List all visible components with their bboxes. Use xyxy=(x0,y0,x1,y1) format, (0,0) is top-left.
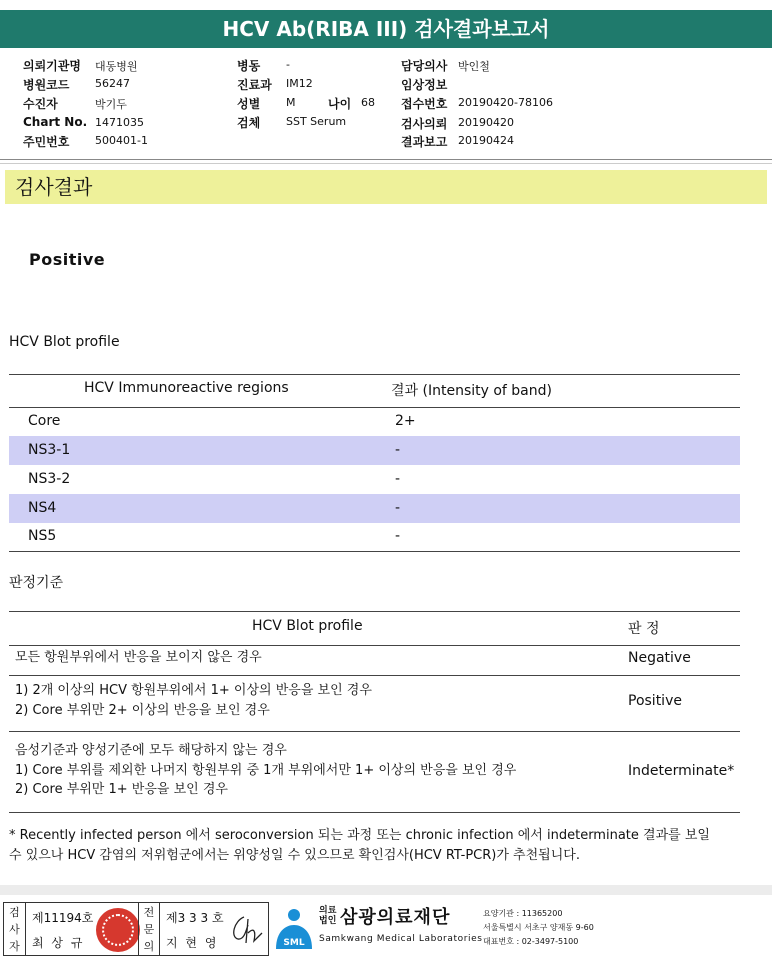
table-bottom-border xyxy=(9,551,740,552)
org-name: 삼광의료재단 xyxy=(340,907,451,928)
region-intensity: - xyxy=(395,442,401,458)
hospital-label: 의뢰기관명 xyxy=(23,59,81,73)
seal-icon xyxy=(96,908,140,952)
col-region-header: HCV Immunoreactive regions xyxy=(84,380,289,396)
examiner-label: 검사자 xyxy=(4,903,26,955)
resident-no-value: 500401-1 xyxy=(95,134,148,147)
signature-icon xyxy=(226,911,264,949)
region-name: NS3-2 xyxy=(28,471,71,487)
table-row xyxy=(9,436,740,465)
ward-value: - xyxy=(286,58,290,71)
org-phone: 대표번호 : 02-3497-5100 xyxy=(483,937,579,946)
hospital-code-label: 병원코드 xyxy=(23,78,70,92)
receipt-no-label: 접수번호 xyxy=(401,97,448,111)
table-row xyxy=(9,407,740,436)
org-english-name: Samkwang Medical Laboratories xyxy=(319,934,483,944)
table-row xyxy=(9,465,740,494)
svg-text:SML: SML xyxy=(283,938,305,948)
region-name: NS3-1 xyxy=(28,442,71,458)
blot-profile-heading: HCV Blot profile xyxy=(9,334,120,350)
criteria-col-verdict: 판 정 xyxy=(628,621,660,637)
region-name: NS5 xyxy=(28,528,57,544)
criteria-text: 음성기준과 양성기준에 모두 해당하지 않는 경우 xyxy=(15,743,287,758)
criteria-row-border xyxy=(9,675,740,676)
doctor-label: 담당의사 xyxy=(401,59,448,73)
org-code: 요양기관 : 11365200 xyxy=(483,909,563,918)
age-label: 나이 xyxy=(328,97,352,111)
specimen-value: SST Serum xyxy=(286,115,347,128)
signature-box xyxy=(3,902,269,956)
col-intensity-header: 결과 (Intensity of band) xyxy=(391,383,552,399)
sex-label: 성별 xyxy=(237,97,261,111)
request-date-label: 검사의뢰 xyxy=(401,117,448,131)
specimen-label: 검체 xyxy=(237,116,261,130)
criteria-text: 1) Core 부위를 제외한 나머지 항원부위 중 1개 부위에서만 1+ 이상의 반응을 보인 경우 xyxy=(15,763,517,778)
table-top-border xyxy=(9,374,740,375)
region-name: NS4 xyxy=(28,500,57,516)
criteria-col-profile: HCV Blot profile xyxy=(252,618,363,634)
specialist-label: 전문의 xyxy=(138,903,160,955)
request-date-value: 20190420 xyxy=(458,116,514,129)
criteria-top-border xyxy=(9,611,740,612)
criteria-heading: 판정기준 xyxy=(9,575,64,591)
sex-value: M xyxy=(286,96,296,109)
table-row xyxy=(9,522,740,551)
criteria-text: 2) Core 부위만 2+ 이상의 반응을 보인 경우 xyxy=(15,703,270,718)
footnote-line: 수 있으나 HCV 감염의 저위험군에서는 위양성일 수 있으므로 확인검사(HCV RT-PCR)가 추천됩니다. xyxy=(9,848,580,863)
specialist-license: 제3 3 3 호 xyxy=(166,911,224,925)
hospital-value: 대동병원 xyxy=(95,60,138,73)
department-value: IM12 xyxy=(286,77,313,90)
examiner-name: 최 상 규 xyxy=(32,936,85,950)
doctor-value: 박인철 xyxy=(458,60,490,73)
result-value: Positive xyxy=(29,250,106,269)
patient-label: 수진자 xyxy=(23,97,58,111)
criteria-text: 모든 항원부위에서 반응을 보이지 않은 경우 xyxy=(15,650,262,665)
sml-logo-icon xyxy=(272,905,316,953)
region-intensity: - xyxy=(395,471,401,487)
receipt-no-value: 20190420-78106 xyxy=(458,96,553,109)
criteria-verdict: Negative xyxy=(628,650,691,666)
header-divider xyxy=(0,159,772,160)
resident-no-label: 주민번호 xyxy=(23,135,70,149)
footer-band xyxy=(0,885,772,895)
chart-no-label: Chart No. xyxy=(23,115,88,129)
criteria-text: 1) 2개 이상의 HCV 항원부위에서 1+ 이상의 반응을 보인 경우 xyxy=(15,683,372,698)
criteria-text: 2) Core 부위만 1+ 반응을 보인 경우 xyxy=(15,782,228,797)
result-section-heading: 검사결과 xyxy=(5,170,767,204)
examiner-license: 제11194호 xyxy=(32,911,94,925)
criteria-header-border xyxy=(9,645,740,646)
criteria-verdict: Indeterminate* xyxy=(628,763,735,779)
footnote xyxy=(9,826,769,866)
age-value: 68 xyxy=(361,96,375,109)
region-intensity: 2+ xyxy=(395,413,416,429)
region-intensity: - xyxy=(395,528,401,544)
report-date-label: 결과보고 xyxy=(401,135,448,149)
patient-value: 박기두 xyxy=(95,98,127,111)
chart-no-value: 1471035 xyxy=(95,116,144,129)
criteria-bottom-border xyxy=(9,812,740,813)
clinical-info-label: 임상정보 xyxy=(401,78,448,92)
report-date-value: 20190424 xyxy=(458,134,514,147)
org-address: 서울특별시 서초구 양재동 9-60 xyxy=(483,923,594,932)
specialist-name: 지 현 영 xyxy=(166,936,219,950)
header-divider-light xyxy=(0,163,772,164)
footnote-line: * Recently infected person 에서 seroconversion 되는 과정 또는 chronic infection 에서 indeterminate 결과를 보일 xyxy=(9,828,710,843)
region-name: Core xyxy=(28,413,61,429)
criteria-verdict: Positive xyxy=(628,693,682,709)
table-row xyxy=(9,494,740,523)
report-title: HCV Ab(RIBA III) 검사결과보고서 xyxy=(0,10,772,48)
hospital-code-value: 56247 xyxy=(95,77,130,90)
org-prefix: 의료법인 xyxy=(319,906,337,926)
department-label: 진료과 xyxy=(237,78,272,92)
ward-label: 병동 xyxy=(237,59,261,73)
criteria-row-border xyxy=(9,731,740,732)
region-intensity: - xyxy=(395,500,401,516)
